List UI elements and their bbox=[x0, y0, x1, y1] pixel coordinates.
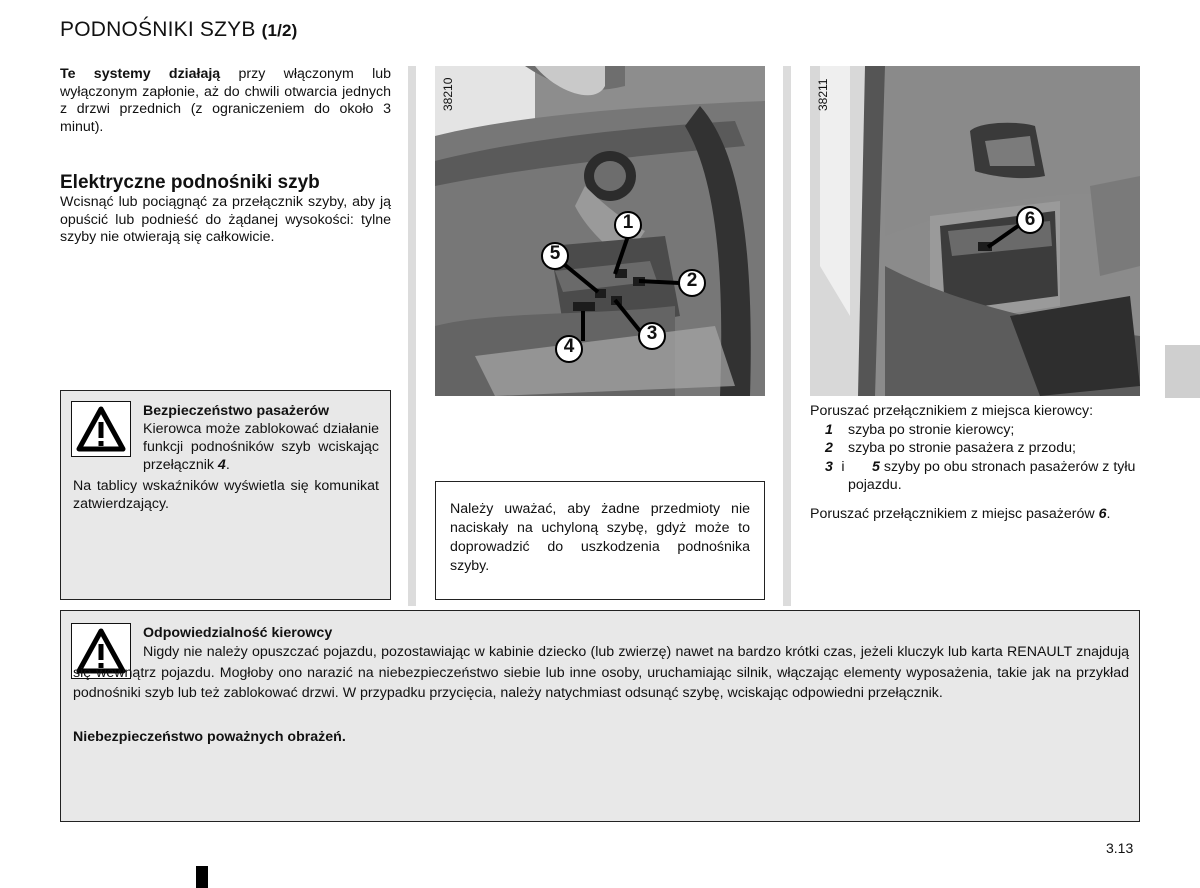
warning-triangle-icon bbox=[71, 401, 131, 457]
switch-descriptions bbox=[810, 402, 1140, 523]
figure-id: 38210 bbox=[441, 77, 455, 111]
figure-id: 38211 bbox=[816, 78, 830, 111]
page-title-suffix: (1/2) bbox=[261, 21, 298, 40]
callout-1: 1 bbox=[622, 212, 634, 233]
switch-ref: 4 bbox=[217, 457, 226, 473]
list-item: 1 szyba po stronie kierowcy; bbox=[825, 421, 1015, 438]
passenger-warning-body: Kierowca może zablokować działanie funkcji podnośników szyb wciskając przełącznik bbox=[143, 421, 379, 473]
page-title: PODNOŚNIKI SZYB (1/2) bbox=[60, 18, 298, 41]
list-item: 2 szyba po stronie pasażera z przodu; bbox=[825, 440, 1076, 456]
driver-warning-box bbox=[60, 610, 1140, 822]
column-divider bbox=[783, 66, 791, 606]
danger-text: Niebezpieczeństwo poważnych obrażeń. bbox=[73, 729, 346, 745]
note-box bbox=[435, 481, 765, 600]
list-item: 3 i 5 szyby po obu stronach pasażerów z tyłu pojazdu. bbox=[825, 458, 1136, 493]
electric-body: Wcisnąć lub pociągnąć za przełącznik szyby, aby ją opuścić lub podnieść do żądanej wysokości: tylne szyby nie otwierają się całkowicie. bbox=[60, 194, 391, 246]
electric-section bbox=[60, 172, 391, 247]
column-divider bbox=[408, 66, 416, 606]
figure2-callouts bbox=[810, 66, 1140, 396]
callout-4: 4 bbox=[563, 336, 575, 357]
switch-outro: Poruszać przełącznikiem z miejsc pasażerów 6. bbox=[810, 505, 1111, 522]
passenger-warning-text: Bezpieczeństwo pasażerów Kierowca może zablokować działanie funkcji podnośników szyb wciskając przełącznik 4. bbox=[143, 403, 379, 473]
driver-warning-title: Odpowiedzialność kierowcy bbox=[143, 625, 333, 641]
driver-warning-body: Nigdy nie należy opuszczać pojazdu, pozostawiając w kabinie dziecko (lub zwierzę) nawet na bardzo krótki czas, jeżeli kluczyk lub karta RENAULT znajdują się wewnątrz pojazdu. Mogłoby ono narazić na niebezpieczeństwo siebie lub inne osoby, uruchamiając silnik, włączając elementy wyposażenia, takie jak na przykład podnośniki szyb lub też zablokować drzwi. W przypadku przycięcia, należy natychmiast odsunąć szybę, wciskając odpowiedni przełącznik. bbox=[73, 644, 1129, 701]
callout-5: 5 bbox=[549, 243, 561, 264]
note-text: Należy uważać, aby żadne przedmioty nie naciskały na uchyloną szybę, gdyż może to doprowadzić do uszkodzenia podnośnika szyby. bbox=[450, 501, 750, 574]
passenger-warning-title: Bezpieczeństwo pasażerów bbox=[143, 403, 330, 419]
callout-6: 6 bbox=[1024, 209, 1036, 230]
passenger-warning-body2: Na tablicy wskaźników wyświetla się komunikat zatwierdzający. bbox=[73, 478, 379, 512]
chapter-tab bbox=[1165, 345, 1200, 398]
page-number: 3.13 bbox=[1106, 840, 1134, 856]
crop-mark bbox=[196, 866, 208, 888]
intro-rest: przy włączonym lub wyłączonym zapłonie, aż do chwili otwarcia jednych z drzwi przednich (z ograniczeniem do około 3 minut). bbox=[60, 66, 391, 135]
figure1-callouts bbox=[435, 66, 765, 396]
callout-2: 2 bbox=[686, 270, 698, 291]
section-heading: Elektryczne podnośniki szyb bbox=[60, 172, 320, 193]
callout-3: 3 bbox=[646, 323, 658, 344]
intro-bold: Te systemy działają bbox=[60, 66, 221, 82]
intro-paragraph bbox=[60, 66, 391, 136]
switch-intro: Poruszać przełącznikiem z miejsca kierowcy: bbox=[810, 403, 1094, 419]
passenger-warning-box bbox=[60, 390, 391, 600]
